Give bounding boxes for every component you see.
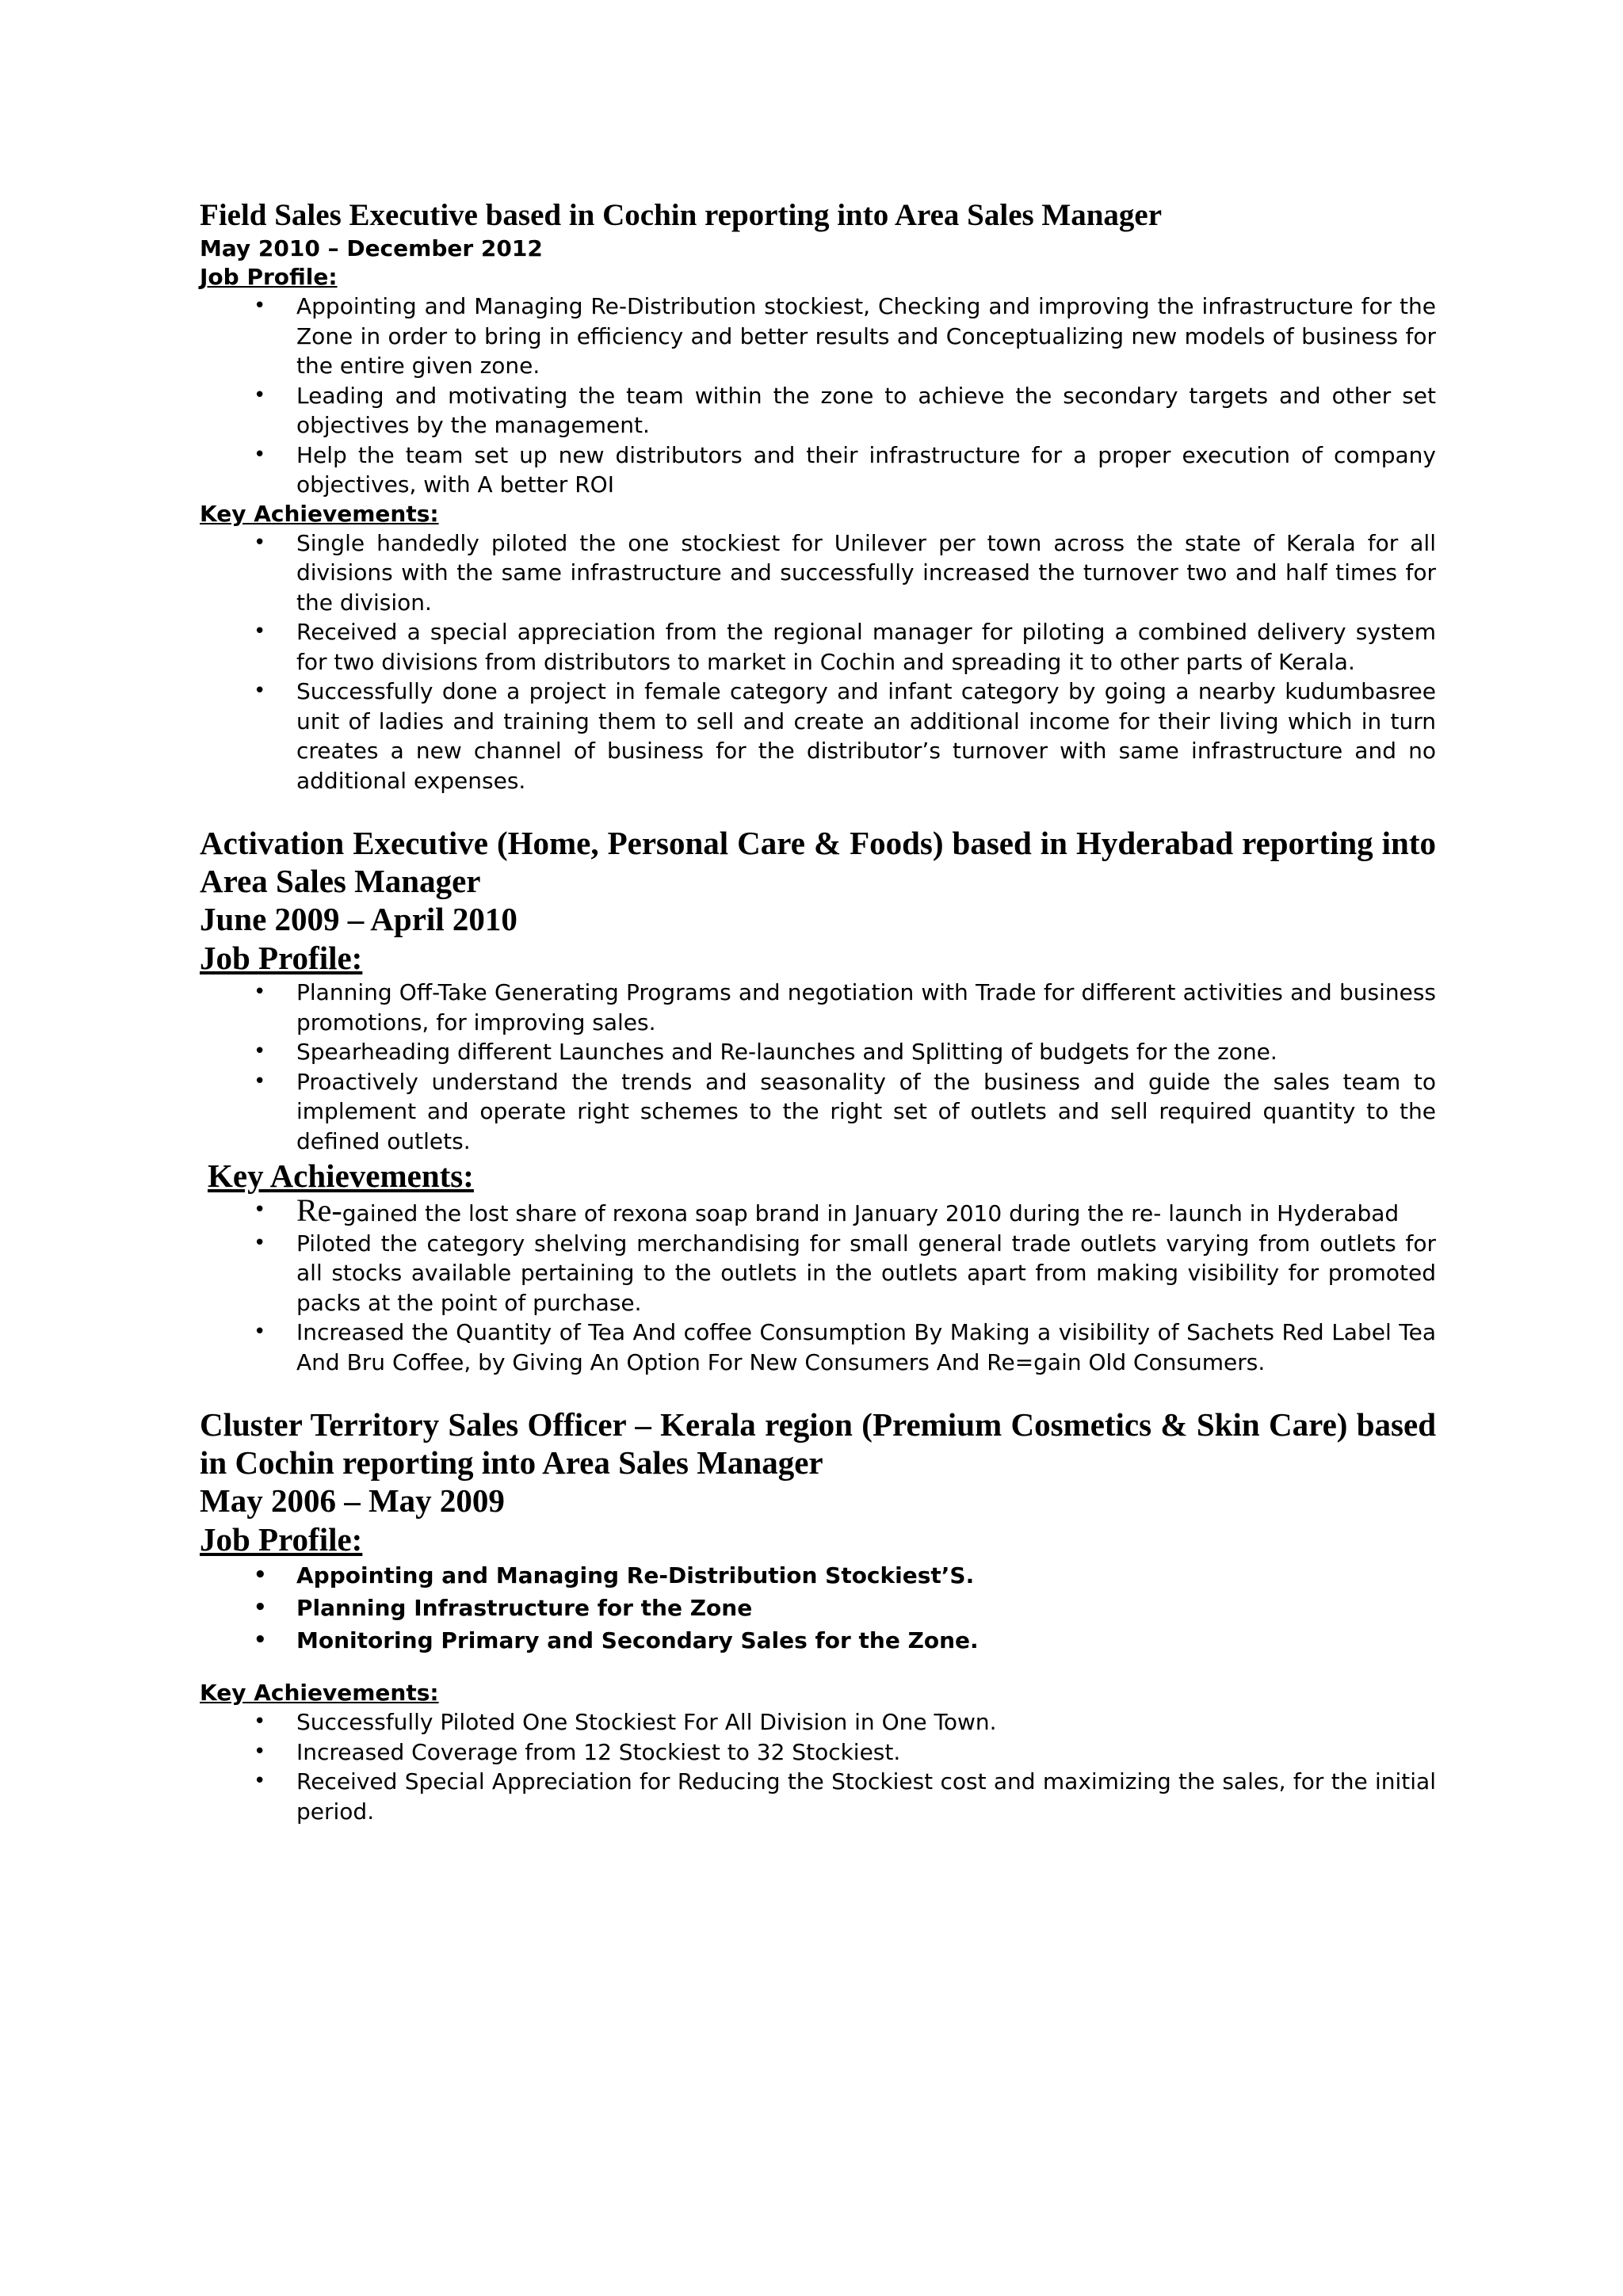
job-profile-label: Job Profile: xyxy=(200,1521,363,1558)
job-title: Activation Executive (Home, Personal Care & Foods) based in Hyderabad reporting into Area Sales Manager xyxy=(200,825,1436,899)
list-item: • Increased Coverage from 12 Stockiest to 32 Stockiest. xyxy=(200,1737,1436,1768)
spacer xyxy=(200,1657,1436,1679)
bullet-icon: • xyxy=(254,1230,266,1255)
bullet-icon: • xyxy=(254,1320,266,1344)
bullet-icon: • xyxy=(254,1769,266,1793)
job-profile-list xyxy=(200,1559,1436,1657)
experience-cluster-territory-sales-officer xyxy=(200,1405,1436,1826)
key-achievements-list xyxy=(200,1192,1436,1377)
list-item: • Received a special appreciation from the regional manager for piloting a combined delivery system for two divisions from distributors to market in Cochin and spreading it to other parts of Kerala. xyxy=(254,619,1436,675)
key-achievements-list xyxy=(200,528,1436,796)
bullet-icon: • xyxy=(254,442,266,467)
bullet-icon: • xyxy=(254,679,266,703)
job-dates: May 2006 – May 2009 xyxy=(200,1482,505,1519)
list-item: • Piloted the category shelving merchandising for small general trade outlets varying from outlets for all stocks available pertaining to the outlets in the outlets apart from making visibility for promoted packs at the point of purchase. xyxy=(254,1230,1436,1316)
list-item: • Help the team set up new distributors and their infrastructure for a proper execution of company objectives, with A better ROI xyxy=(254,441,1436,498)
key-achievements-label: Key Achievements: xyxy=(200,1680,439,1706)
bullet-icon: • xyxy=(254,1069,266,1093)
experience-activation-executive xyxy=(200,824,1436,1377)
list-item: • Spearheading different Launches and Re-launches and Splitting of budgets for the zone. xyxy=(200,1037,1436,1067)
list-item: • Planning Off-Take Generating Programs and negotiation with Trade for different activities and business promotions, for improving sales. xyxy=(254,979,1436,1035)
list-item: • Received Special Appreciation for Reducing the Stockiest cost and maximizing the sales, for the initial period. xyxy=(254,1768,1436,1825)
list-item: • Re-gained the lost share of rexona soap brand in January 2010 during the re- launch in Hyderabad xyxy=(254,1192,1400,1228)
bullet-icon: • xyxy=(254,1039,266,1063)
bullet-icon: • xyxy=(254,620,266,643)
bullet-icon: • xyxy=(254,1628,267,1652)
list-item: • Monitoring Primary and Secondary Sales for the Zone. xyxy=(200,1624,1436,1657)
list-item: • Proactively understand the trends and seasonality of the business and guide the sales team to implement and operate right schemes to the right set of outlets and sell required quantity to the defined outlets. xyxy=(254,1068,1436,1154)
job-dates: May 2010 – December 2012 xyxy=(200,235,543,261)
list-item: • Planning Infrastructure for the Zone xyxy=(200,1592,1436,1624)
job-profile-label: Job Profile: xyxy=(200,940,363,976)
key-achievements-label: Key Achievements: xyxy=(200,500,439,527)
list-item: • Appointing and Managing Re-Distribution stockiest, Checking and improving the infrastructure for the Zone in order to bring in efficiency and better results and Conceptualizing new models of business for the entire given zone. xyxy=(254,293,1436,379)
bullet-icon: • xyxy=(254,383,266,407)
key-achievements-label: Key Achievements: xyxy=(208,1158,474,1194)
bullet-icon: • xyxy=(254,1198,266,1222)
list-item: • Appointing and Managing Re-Distribution Stockiest’S. xyxy=(200,1559,1436,1592)
job-dates: June 2009 – April 2010 xyxy=(200,901,517,937)
list-item: • Successfully done a project in female category and infant category by going a nearby kudumbasree unit of ladies and training them to sell and create an additional income for their living which in turn creates a new channel of business for the distributor’s turnover with same infrastructure and no additional expenses. xyxy=(254,678,1436,794)
list-item: • Single handedly piloted the one stockiest for Unilever per town across the state of Kerala for all divisions with the same infrastructure and successfully increased the turnover two and half times for the division. xyxy=(254,529,1436,616)
job-profile-label: Job Profile: xyxy=(200,264,338,290)
achievement-prefix: Re- xyxy=(296,1192,342,1228)
bullet-icon: • xyxy=(254,530,266,555)
bullet-icon: • xyxy=(254,1739,266,1764)
list-item: • Leading and motivating the team within the zone to achieve the secondary targets and other set objectives by the management. xyxy=(254,382,1436,438)
bullet-icon: • xyxy=(254,980,266,1004)
job-profile-list xyxy=(200,978,1436,1156)
job-profile-list xyxy=(200,292,1436,500)
bullet-icon: • xyxy=(254,1710,266,1733)
experience-field-sales-executive xyxy=(200,196,1436,795)
section-spacer xyxy=(200,795,1436,824)
job-title: Field Sales Executive based in Cochin reporting into Area Sales Manager xyxy=(200,198,1163,232)
key-achievements-list xyxy=(200,1707,1436,1826)
section-spacer xyxy=(200,1377,1436,1405)
bullet-icon: • xyxy=(254,1563,267,1587)
job-title: Cluster Territory Sales Officer – Kerala region (Premium Cosmetics & Skin Care) based in Cochin reporting into Area Sales Manager xyxy=(200,1406,1436,1481)
list-item: • Successfully Piloted One Stockiest For All Division in One Town. xyxy=(200,1707,1436,1737)
bullet-icon: • xyxy=(254,1596,267,1619)
list-item: • Increased the Quantity of Tea And coffee Consumption By Making a visibility of Sachets Red Label Tea And Bru Coffee, by Giving An Option For New Consumers And Re=gain Old Consumers. xyxy=(254,1319,1436,1375)
resume-page xyxy=(200,196,1436,1826)
bullet-icon: • xyxy=(254,294,266,318)
